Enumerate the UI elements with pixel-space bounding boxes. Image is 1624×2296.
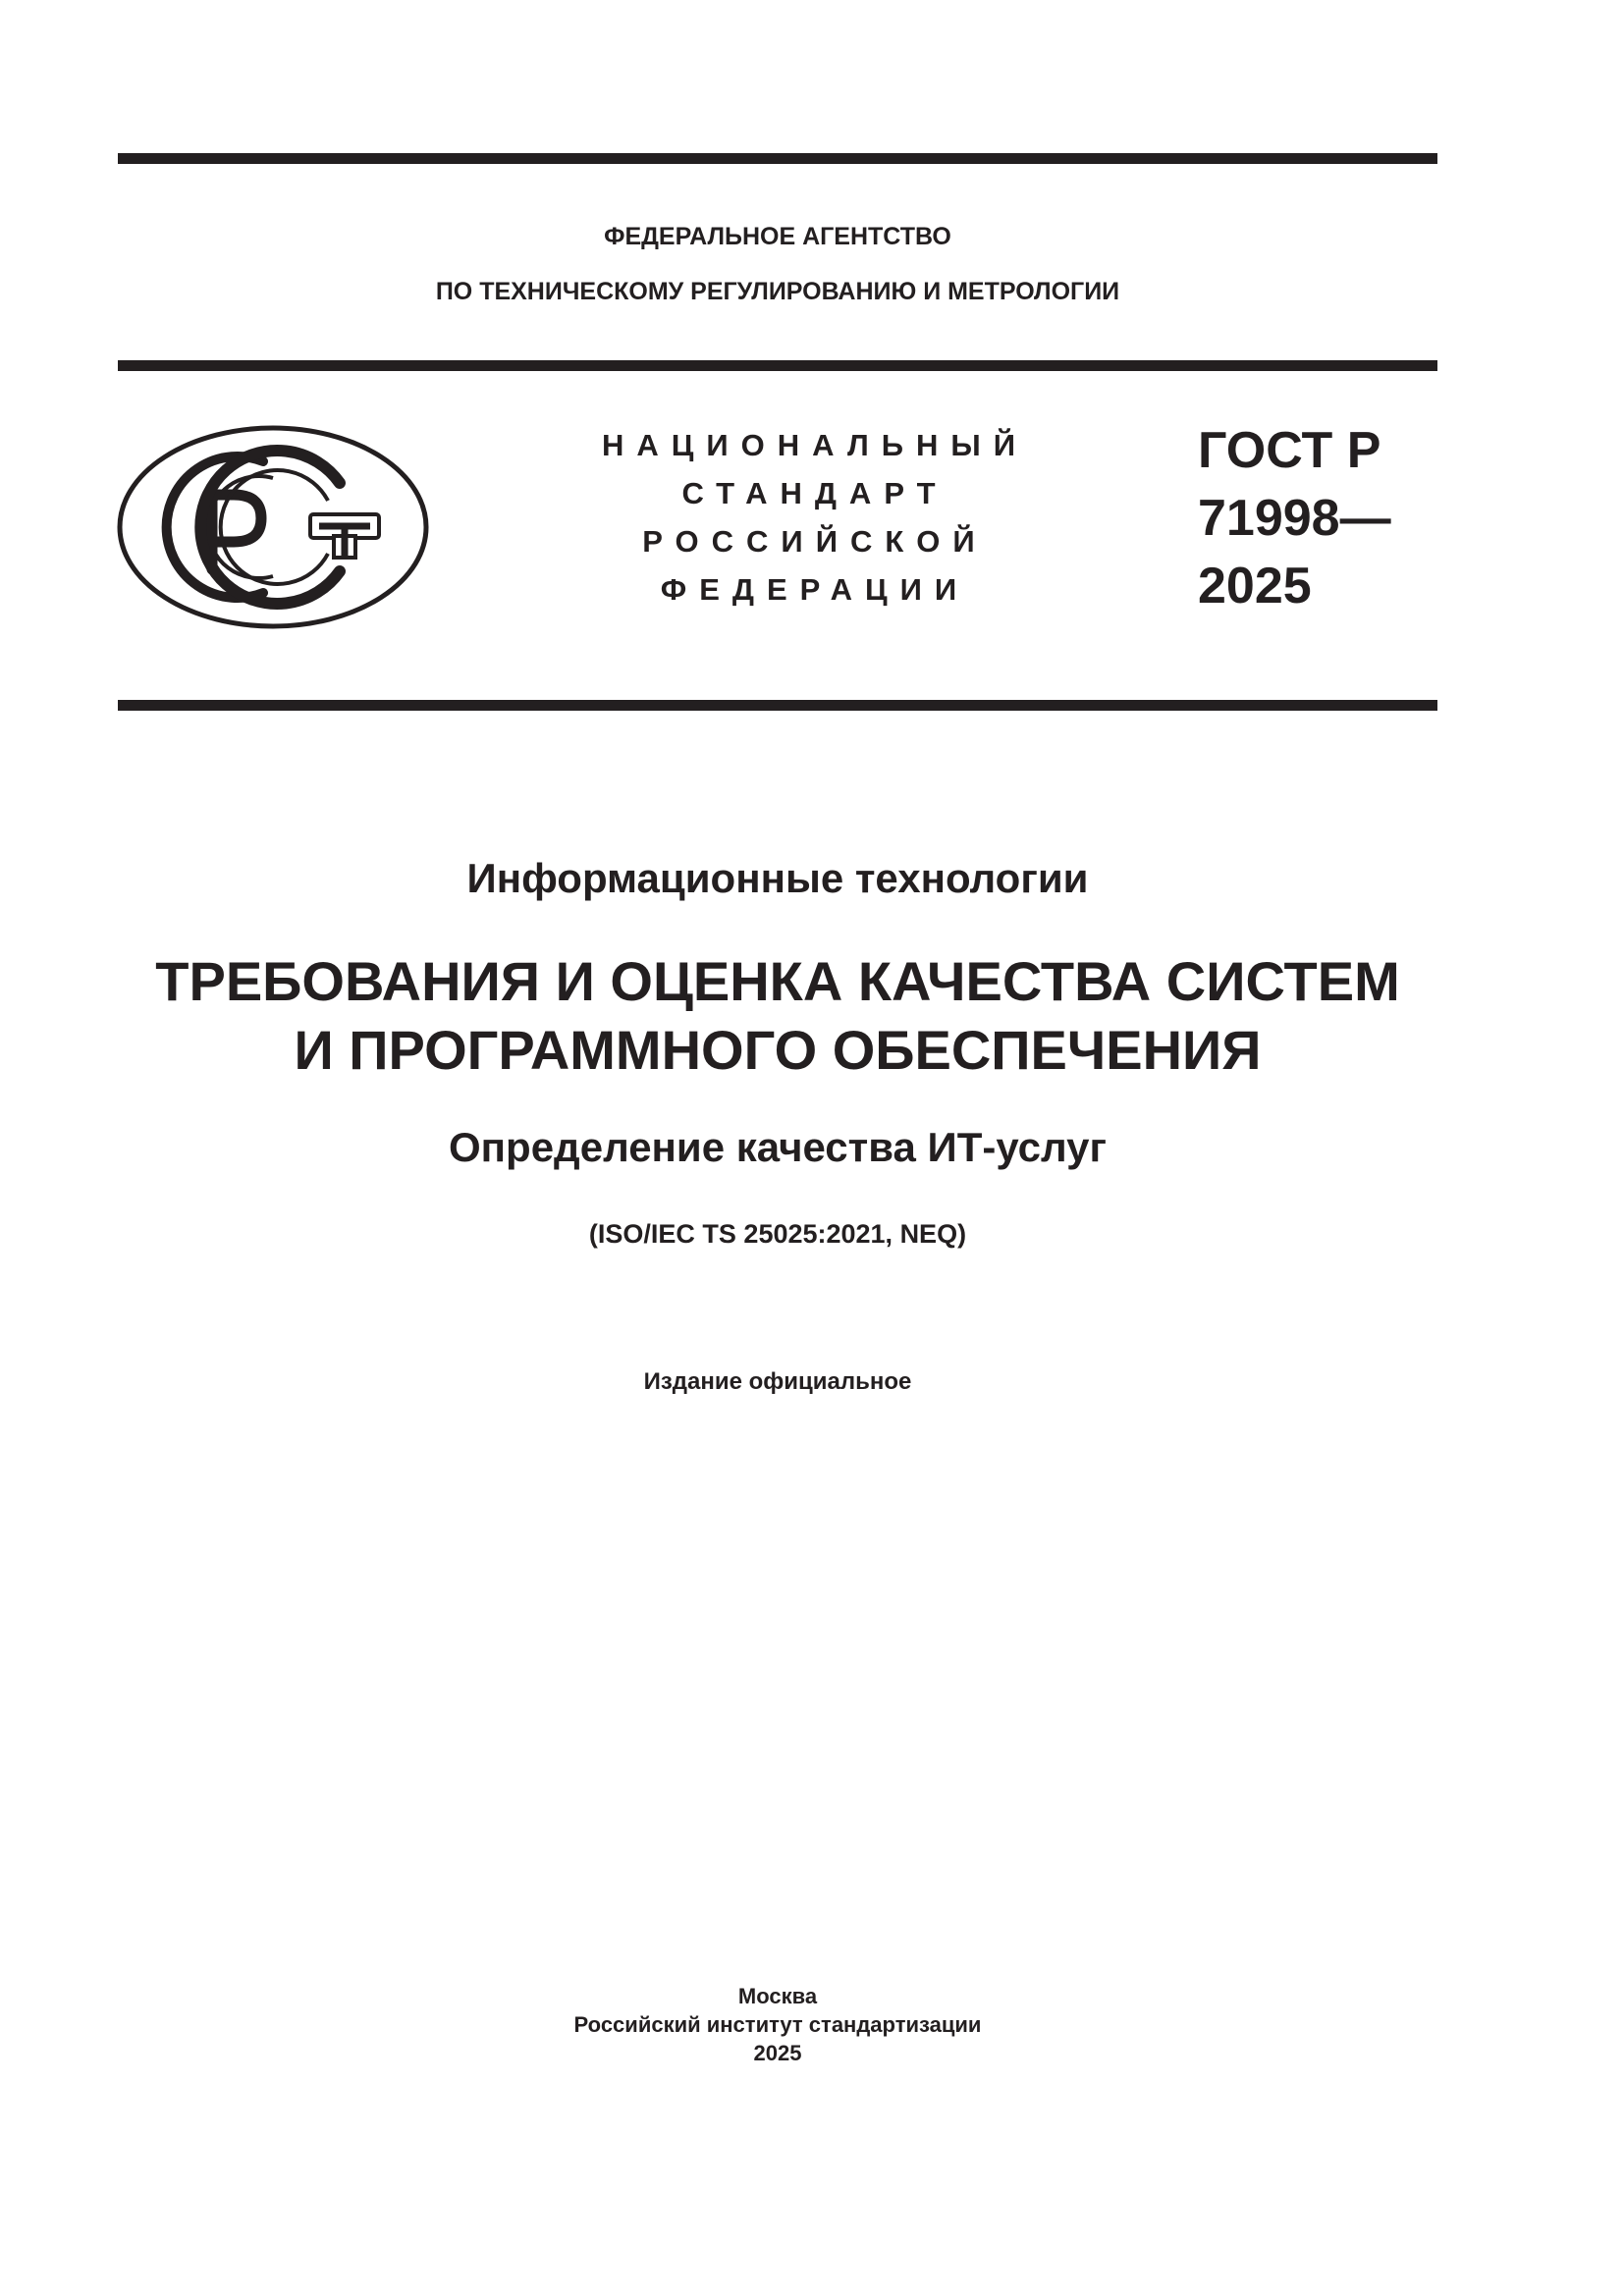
publisher-city: Москва (737, 1984, 818, 2008)
publisher-organization: Российский институт стандартизации (573, 2012, 982, 2037)
header-divider-rule (118, 360, 1437, 371)
document-subject: Информационные технологии (466, 855, 1089, 901)
document-subtitle: Определение качества ИТ-услуг (449, 1124, 1107, 1170)
publication-year: 2025 (753, 2041, 802, 2065)
standard-block-divider-rule (118, 700, 1437, 711)
international-reference: (ISO/IEC TS 25025:2021, NEQ) (588, 1219, 967, 1249)
standard-code-line-3: 2025 (1198, 558, 1312, 614)
document-title-line-2: И ПРОГРАММНОГО ОБЕСПЕЧЕНИЯ (294, 1019, 1262, 1081)
rst-emblem-icon (116, 424, 430, 630)
standard-code-line-1: ГОСТ Р (1198, 422, 1381, 479)
document-title-line-1: ТРЕБОВАНИЯ И ОЦЕНКА КАЧЕСТВА СИСТЕМ (155, 950, 1400, 1012)
national-standard-line-1: НАЦИОНАЛЬНЫЙ (601, 428, 1029, 462)
standard-code-line-2: 71998— (1198, 490, 1391, 547)
national-standard-line-4: ФЕДЕРАЦИИ (660, 572, 970, 607)
national-standard-line-2: СТАНДАРТ (681, 476, 948, 510)
national-standard-line-3: РОССИЙСКОЙ (642, 524, 988, 559)
agency-name-line-2: ПО ТЕХНИЧЕСКОМУ РЕГУЛИРОВАНИЮ И МЕТРОЛОГИИ (435, 278, 1120, 305)
edition-label: Издание официальное (643, 1368, 912, 1395)
agency-name-line-1: ФЕДЕРАЛЬНОЕ АГЕНТСТВО (604, 223, 951, 250)
top-divider-rule (118, 153, 1437, 164)
